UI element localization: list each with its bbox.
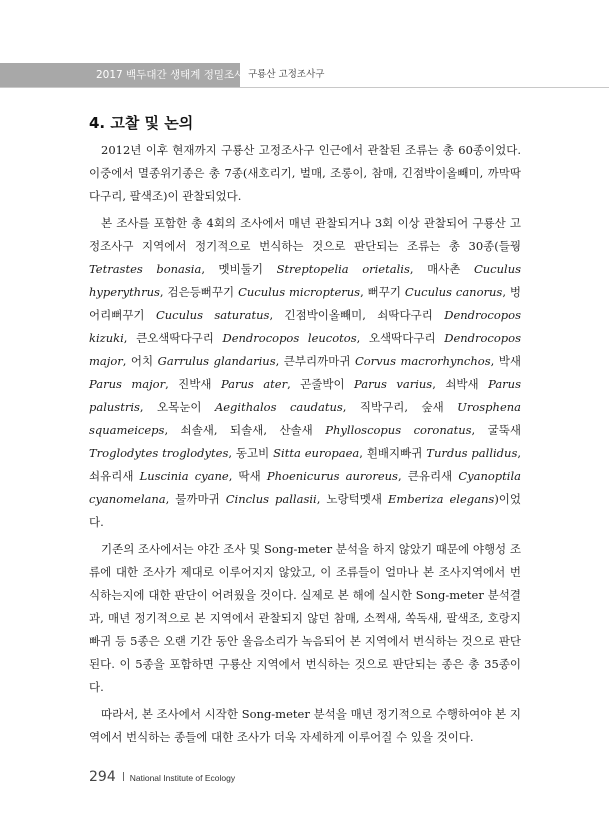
text-run: , 벙어리뻐꾸기 <box>89 285 522 322</box>
species-name: Streptopelia orietalis <box>276 262 410 276</box>
text-run: , 검은등뻐꾸기 <box>159 285 239 299</box>
text-run: , 쇠솔새, 되솔새, 산솔새 <box>164 423 326 437</box>
species-name: Phoenicurus auroreus <box>266 469 398 483</box>
text-run: 따라서, 본 조사에서 시작한 Song-meter 분석을 매년 정기적으로 수행하여야 본 지역에서 번식하는 종들에 대한 조사가 더욱 자세하게 이루어질 수 있을 것이다. <box>89 707 521 744</box>
species-name: Cuculus saturatus <box>155 308 270 322</box>
species-name: Corvus macrorhynchos <box>354 354 491 368</box>
species-name: Cinclus pallasii <box>225 492 317 506</box>
species-name: Urosphena squameiceps <box>89 400 522 437</box>
text-run: , 쇠유리새 <box>89 446 522 483</box>
text-run: , 큰오색딱다구리 <box>123 331 223 345</box>
text-run: , 오색딱다구리 <box>356 331 445 345</box>
footer-organization: National Institute of Ecology <box>129 773 236 783</box>
body-paragraph <box>89 212 521 534</box>
text-run: , 큰부리까마귀 <box>275 354 355 368</box>
text-run: 본 조사를 포함한 총 4회의 조사에서 매년 관찰되거나 3회 이상 관찰되어 구룡산 고정조사구 지역에서 정기적으로 번식하는 것으로 판단되는 조류는 총 30종(들꿩 <box>89 216 521 253</box>
text-run: , 곤줄박이 <box>287 377 355 391</box>
running-header-title: 2017 백두대간 생태계 정밀조사 <box>96 69 245 81</box>
text-run: , 동고비 <box>228 446 274 460</box>
species-name: Aegithalos caudatus <box>214 400 343 414</box>
text-run: , 큰유리새 <box>397 469 459 483</box>
running-header-subtitle: 구룡산 고정조사구 <box>248 69 325 80</box>
text-run: , 매사촌 <box>409 262 474 276</box>
body-paragraph <box>89 538 521 699</box>
text-run: , 오목눈이 <box>139 400 215 414</box>
species-name: Garrulus glandarius <box>157 354 276 368</box>
body-paragraph <box>89 703 521 749</box>
footer-divider <box>123 772 124 781</box>
species-name: Emberiza elegans <box>387 492 495 506</box>
text-run: , 멧비둘기 <box>201 262 277 276</box>
header-divider <box>0 87 609 88</box>
text-run: , 굴뚝새 <box>471 423 521 437</box>
species-name: Cuculus hyperythrus <box>89 262 522 299</box>
text-run: , 직박구리, 숲새 <box>342 400 458 414</box>
species-name: Parus ater <box>220 377 288 391</box>
species-name: Parus varius <box>354 377 433 391</box>
text-run: , 쇠박새 <box>432 377 489 391</box>
body-text <box>89 139 521 753</box>
species-name: Sitta europaea <box>273 446 360 460</box>
text-run: 2012년 이후 현재까지 구룡산 고정조사구 인근에서 관찰된 조류는 총 60종이었다. 이중에서 멸종위기종은 총 7종(새호리기, 벌매, 조롱이, 참매, 긴점박이올빼미, 까막딱다구리, 팔색조)이 관찰되었다. <box>89 143 521 203</box>
text-run: )이었다. <box>89 492 522 529</box>
text-run: , 물까마귀 <box>165 492 226 506</box>
species-name: Turdus pallidus <box>426 446 518 460</box>
species-name: Tetrastes bonasia <box>89 262 202 276</box>
text-run: , 뻐꾸기 <box>360 285 405 299</box>
text-run: , 어치 <box>122 354 158 368</box>
species-name: Parus palustris <box>89 377 521 414</box>
text-run: , 박새 <box>490 354 521 368</box>
text-run: , 흰배지빠귀 <box>359 446 427 460</box>
text-run: , 딱새 <box>228 469 267 483</box>
body-paragraph <box>89 139 521 208</box>
species-name: Dendrocopos leucotos <box>222 331 357 345</box>
text-run: 기존의 조사에서는 야간 조사 및 Song-meter 분석을 하지 않았기 때문에 야행성 조류에 대한 조사가 제대로 이루어지지 않았고, 이 조류들이 얼마나 본 조사지역에서 번식하는지에 대한 판단이 어려웠을 것이다. 실제로 본 해에 실시한 Song-meter 분석결과, 매년 정기적으로 본 지역에서 관찰되지 않던 참매, 소쩍새, 쏙독새, 팔색조, 호랑지빠귀 등 5종은 오랜 기간 동안 울음소리가 녹음되어 본 지역에서 번식하는 것으로 판단된다. 이 5종을 포함하면 구룡산 지역에서 번식하는 것으로 판단되는 종은 총 35종이다. <box>89 542 521 694</box>
species-name: Cyanoptila cyanomelana <box>89 469 521 506</box>
species-name: Parus major <box>89 377 166 391</box>
text-run: , 노랑턱멧새 <box>316 492 388 506</box>
species-name: Cuculus micropterus <box>238 285 361 299</box>
species-name: Cuculus canorus <box>404 285 503 299</box>
page-footer <box>89 769 235 789</box>
species-name: Dendrocopos major <box>89 331 521 368</box>
page-number: 294 <box>89 769 116 785</box>
text-run: , 진박새 <box>165 377 221 391</box>
species-name: Troglodytes troglodytes <box>89 446 229 460</box>
species-name: Luscinia cyane <box>139 469 229 483</box>
section-heading: 4. 고찰 및 논의 <box>89 114 194 132</box>
text-run: , 긴점박이올빼미, 쇠딱다구리 <box>269 308 445 322</box>
species-name: Phylloscopus coronatus <box>325 423 472 437</box>
species-name: Dendrocopos kizuki <box>89 308 521 345</box>
